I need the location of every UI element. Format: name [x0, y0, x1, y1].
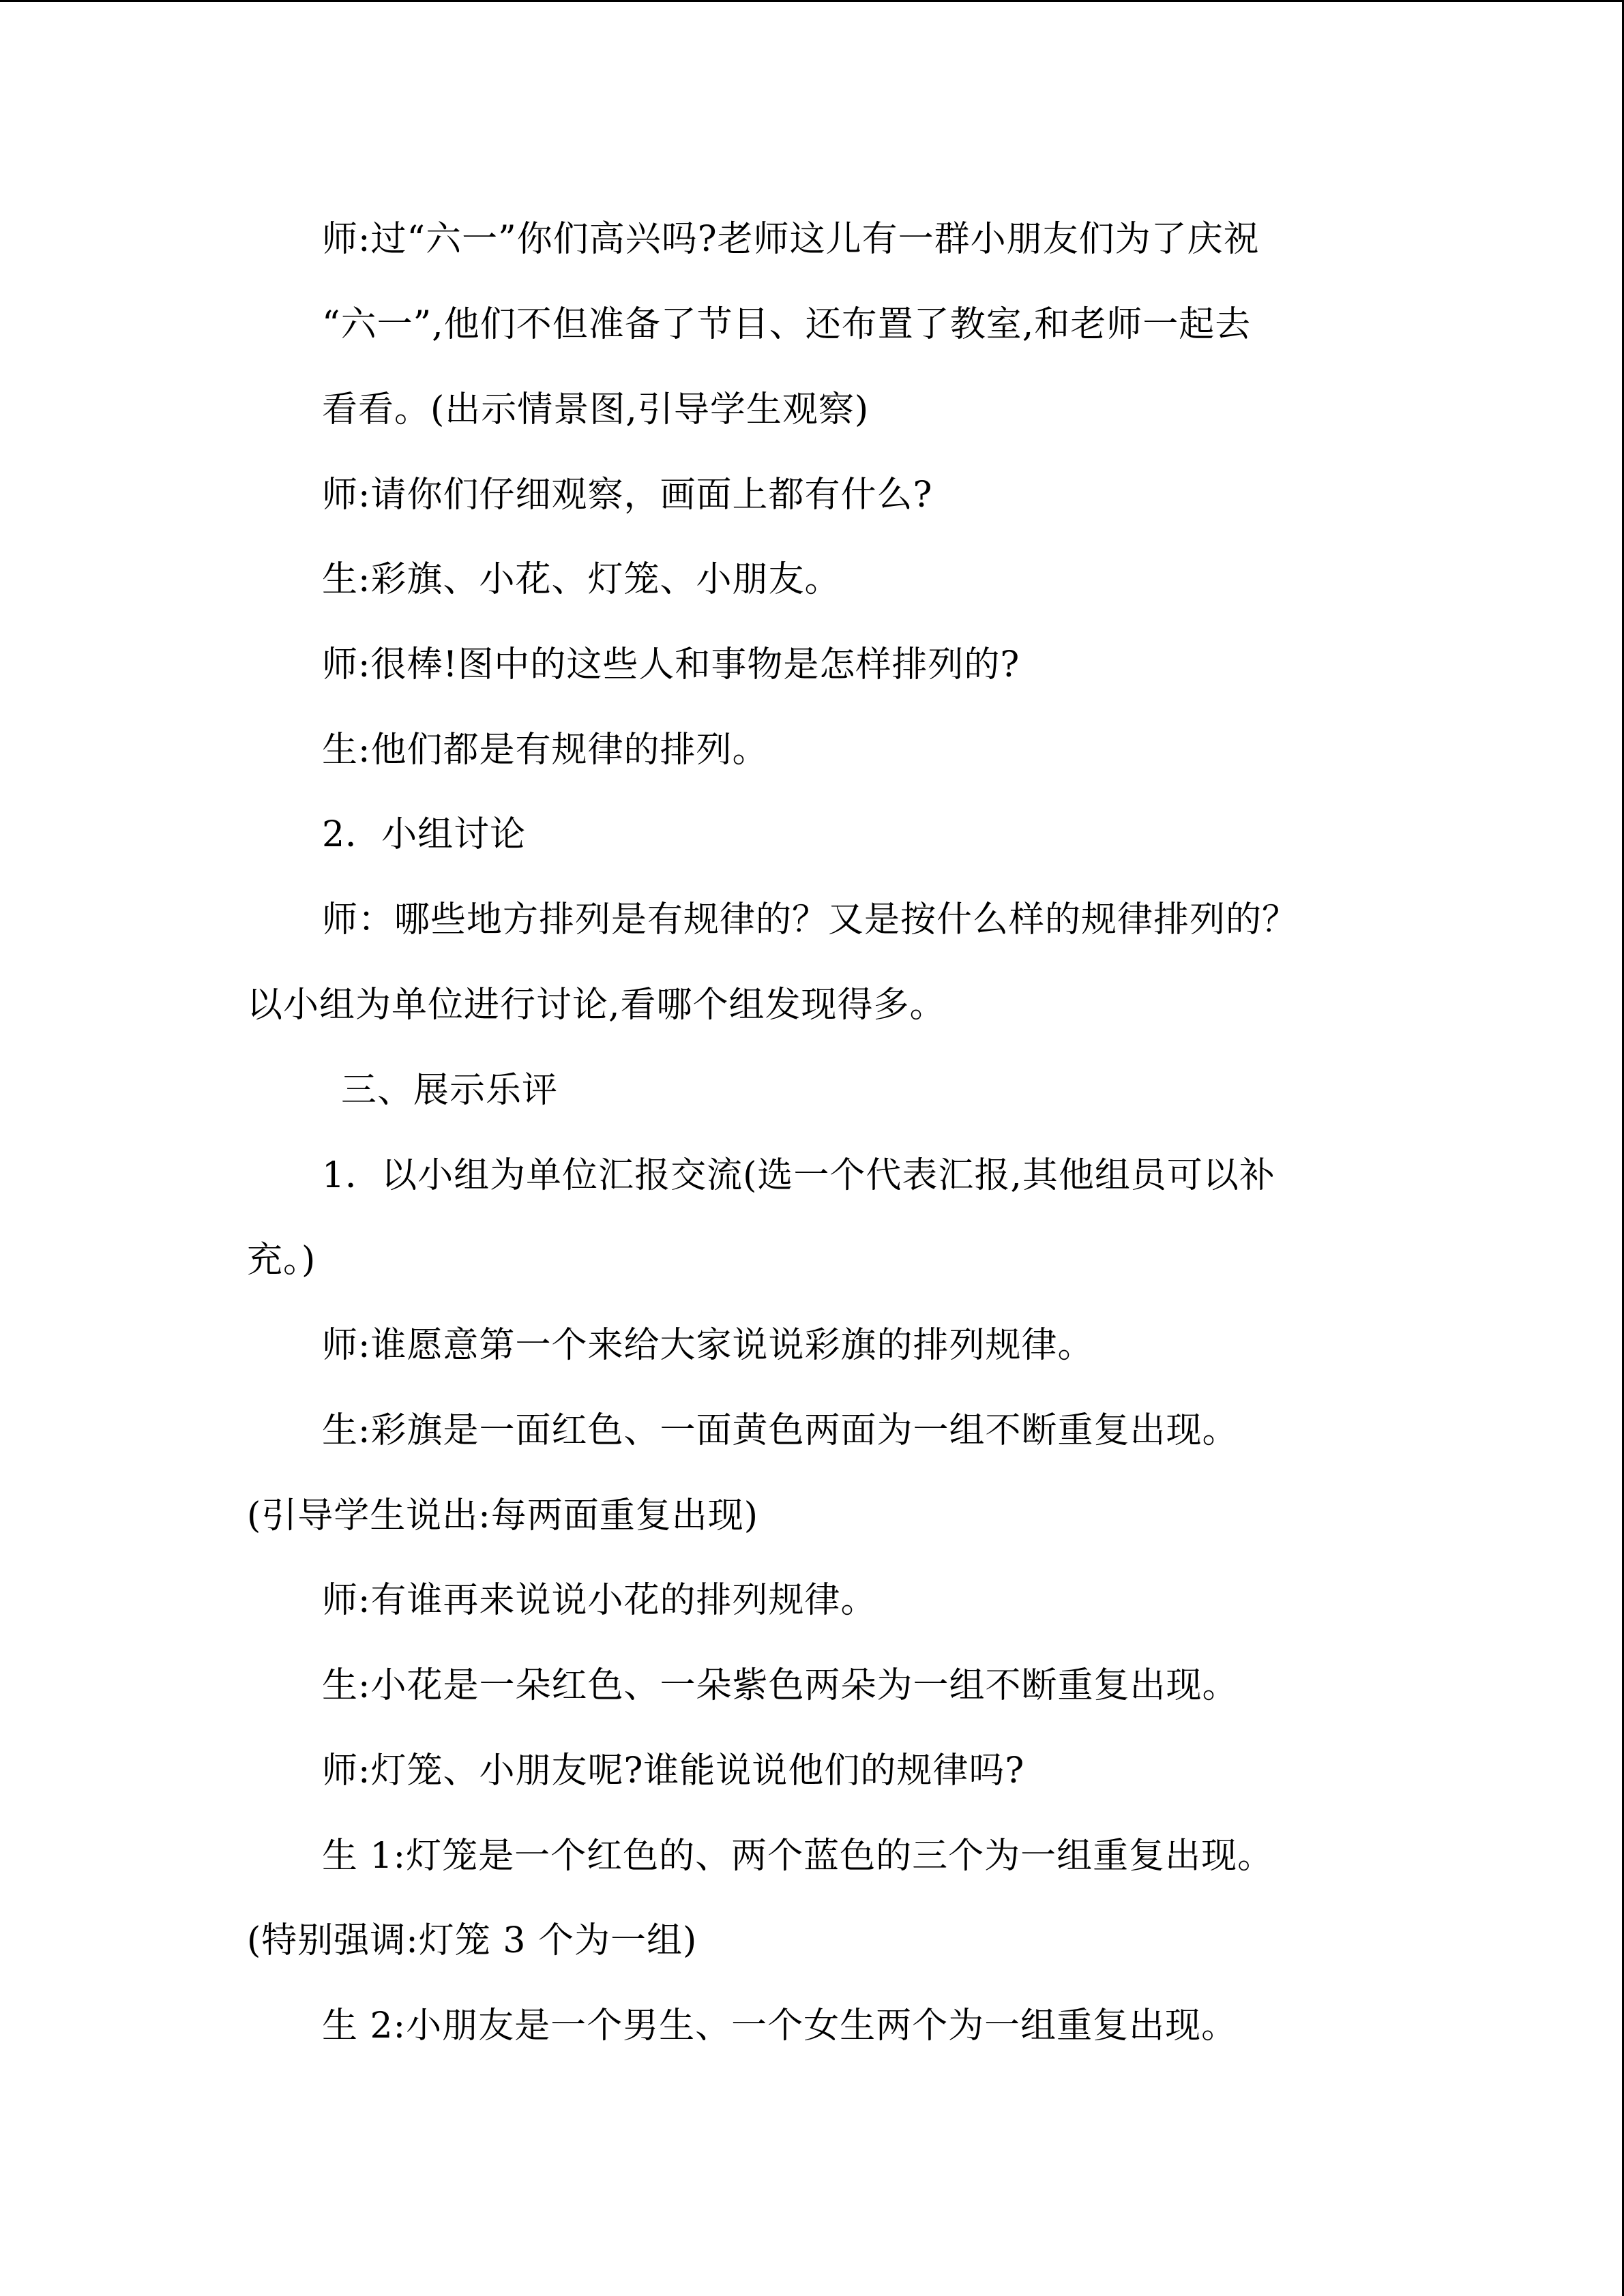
text-line: 师:谁愿意第一个来给大家说说彩旗的排列规律。	[322, 1325, 1094, 1366]
text-line: 师:灯笼、小朋友呢?谁能说说他们的规律吗?	[322, 1750, 1025, 1791]
text-line: 充。)	[247, 1240, 316, 1281]
text-line: 生 1:灯笼是一个红色的、两个蓝色的三个为一组重复出现。	[322, 1836, 1274, 1877]
text-line: 师:请你们仔细观察，画面上都有什么?	[322, 475, 933, 516]
text-line: 生 2:小朋友是一个男生、一个女生两个为一组重复出现。	[322, 2006, 1238, 2046]
text-line: (特别强调:灯笼 3 个为一组)	[247, 1920, 698, 1961]
text-line: 生:彩旗是一面红色、一面黄色两面为一组不断重复出现。	[322, 1410, 1239, 1451]
text-line: 生:他们都是有规律的排列。	[322, 730, 769, 771]
text-line: 1．以小组为单位汇报交流(选一个代表汇报,其他组员可以补	[322, 1155, 1275, 1196]
section-heading: 2．小组讨论	[322, 814, 527, 855]
text-line: 师:很棒!图中的这些人和事物是怎样排列的?	[322, 644, 1020, 685]
text-line: 生:彩旗、小花、灯笼、小朋友。	[322, 559, 841, 600]
text-line: “六一”,他们不但准备了节目、还布置了教室,和老师一起去	[322, 304, 1252, 345]
text-line: (引导学生说出:每两面重复出现)	[247, 1495, 759, 1536]
text-line: 师：哪些地方排列是有规律的？又是按什么样的规律排列的？	[322, 899, 1299, 940]
text-line: 生:小花是一朵红色、一朵紫色两朵为一组不断重复出现。	[322, 1665, 1239, 1706]
text-line: 以小组为单位进行讨论,看哪个组发现得多。	[247, 985, 946, 1026]
text-line: 师:有谁再来说说小花的排列规律。	[322, 1580, 877, 1621]
text-line: 看看。(出示情景图,引导学生观察)	[322, 389, 870, 430]
page-top-border	[0, 0, 1624, 2]
section-heading: 三、展示乐评	[341, 1070, 559, 1111]
text-line: 师:过“六一”你们高兴吗?老师这儿有一群小朋友们为了庆祝	[322, 219, 1260, 260]
